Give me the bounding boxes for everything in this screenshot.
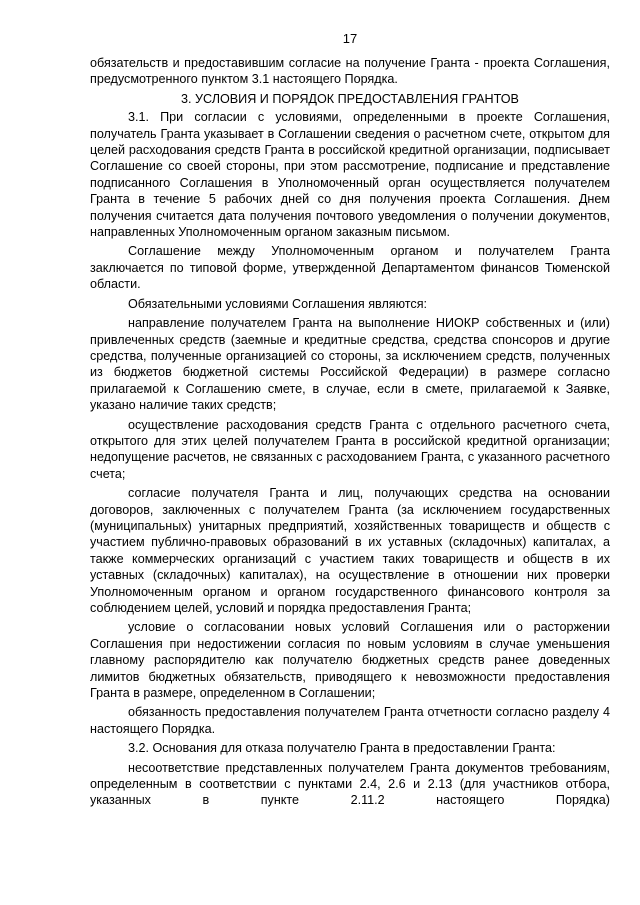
paragraph-3-2: 3.2. Основания для отказа получателю Гранта в предоставлении Гранта: [128, 741, 556, 756]
paragraph-condition-inspection: согласие получателя Гранта и лиц, получающих средства на основании договоров, заключенных с получателем Гранта (за исключением государственных (муниципальных) унитарных предприятий, хозяйственных товариществ и обществ с участием публично-правовых образований в их уставных (складочных) капиталах, а также коммерческих организаций с участием таких товариществ и обществ в их уставных (складочных) капиталах), на осуществление в отношении них проверки Уполномоченным органом и органом государственного финансового контроля за соблюдением целей, условий и порядка предоставления Гранта; [90, 486, 610, 615]
document-body [90, 55, 610, 809]
document-page [90, 30, 610, 812]
paragraph-condition-funds: направление получателем Гранта на выполнение НИОКР собственных и (или) привлеченных средств (заемные и кредитные средства, средства спонсоров и другие средства, полученные организацией со стороны, за исключением средств, полученных из бюджетов бюджетной системы Российской Федерации) в размере согласно прилагаемой к Соглашению смете, в случае, если в смете, прилагаемой к Заявке, указано наличие таких средств; [90, 316, 610, 413]
paragraph-condition-renegotiation: условие о согласовании новых условий Соглашения или о расторжении Соглашения при недостижении согласия по новым условиям в случае уменьшения главному распорядителю как получателю бюджетных средств ранее доведенных лимитов бюджетных обязательств, приводящего к невозможности предоставления Гранта в размере, определенном в Соглашении; [90, 620, 610, 701]
section-heading: 3. УСЛОВИЯ И ПОРЯДОК ПРЕДОСТАВЛЕНИЯ ГРАНТОВ [181, 91, 519, 106]
paragraph-condition-account: осуществление расходования средств Гранта с отдельного расчетного счета, открытого для этих целей получателем Гранта в российской кредитной организации; недопущение расчетов, не связанных с расходованием Гранта, с указанного расчетного счета; [90, 417, 610, 481]
page-number: 17 [342, 31, 358, 46]
paragraph-condition-reporting: обязанность предоставления получателем Гранта отчетности согласно разделу 4 настоящего Порядка. [90, 705, 610, 736]
paragraph-refusal-grounds: несоответствие представленных получателем Гранта документов требованиям, определенным в соответствии с пунктами 2.4, 2.6 и 2.13 (для участников отбора, указанных в пункте 2.11.2 настоящего Порядка) [90, 760, 610, 808]
paragraph-mandatory-conditions: Обязательными условиями Соглашения являются: [128, 296, 428, 311]
paragraph-3-1: 3.1. При согласии с условиями, определенными в проекте Соглашения, получатель Гранта указывает в Соглашении сведения о расчетном счете, открытом для целей расходования средств Гранта в российской кредитной организации, подписывает Соглашение со своей стороны, при этом рассмотрение, подписание и представление подписанного Соглашения в Уполномоченный орган осуществляется получателем Гранта в течение 5 рабочих дней со дня получения проекта Соглашения. Днем получения считается дата получения почтового уведомления о получении документов, направленных Уполномоченным органом заказным письмом. [90, 110, 610, 240]
paragraph-intro: обязательств и предоставившим согласие на получение Гранта - проекта Соглашения, предусмотренного пунктом 3.1 настоящего Порядка. [90, 56, 610, 87]
paragraph-standard-form: Соглашение между Уполномоченным органом и получателем Гранта заключается по типовой форме, утвержденной Департаментом финансов Тюменской области. [90, 244, 610, 292]
